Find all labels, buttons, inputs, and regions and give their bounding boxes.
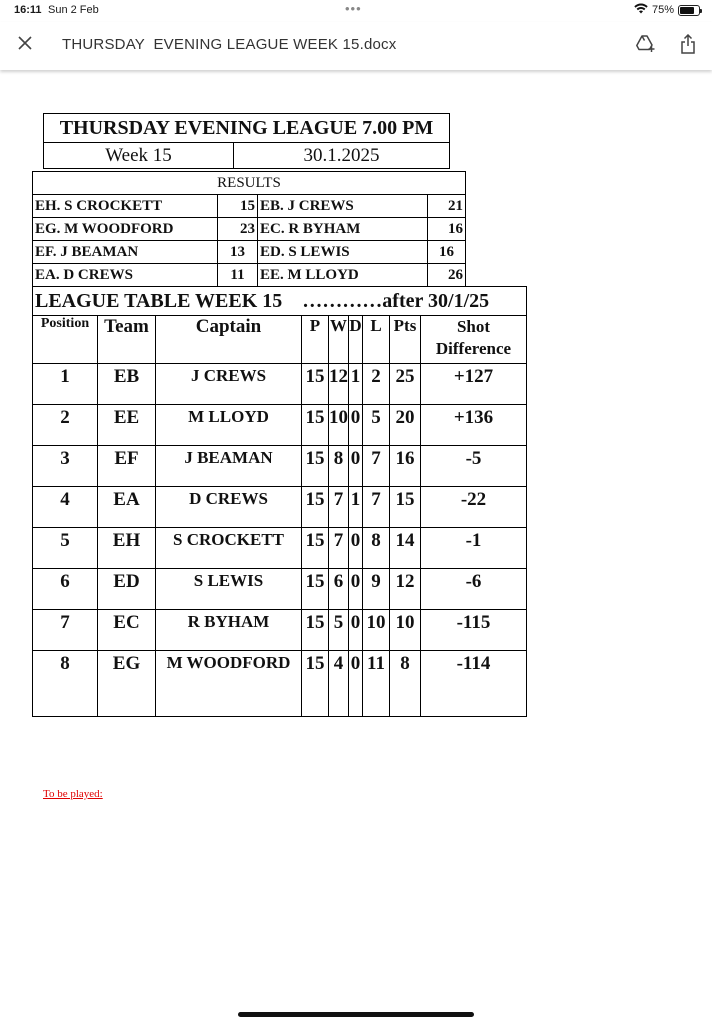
row-drawn: 1: [349, 364, 363, 405]
table-row: [33, 528, 527, 569]
status-time: 16:11: [14, 4, 42, 16]
row-played: 15: [302, 487, 329, 528]
row-lost: 8: [363, 528, 390, 569]
table-row: [33, 364, 527, 405]
row-points: 20: [390, 405, 421, 446]
row-played: 15: [302, 651, 329, 717]
col-shot-difference: Shot Difference: [421, 316, 527, 364]
table-row: [33, 487, 527, 528]
row-team: ED: [98, 569, 156, 610]
row-position: 7: [33, 610, 98, 651]
row-drawn: 0: [349, 651, 363, 717]
col-p: P: [302, 316, 329, 364]
row-played: 15: [302, 405, 329, 446]
row-won: 12: [329, 364, 349, 405]
row-position: 2: [33, 405, 98, 446]
row-captain: M WOODFORD: [156, 651, 302, 717]
home-score: 11: [218, 264, 258, 287]
home-score: 23: [218, 218, 258, 241]
row-played: 15: [302, 364, 329, 405]
result-row: [33, 264, 466, 287]
row-played: 15: [302, 569, 329, 610]
row-points: 15: [390, 487, 421, 528]
row-captain: S LEWIS: [156, 569, 302, 610]
row-shot-difference: -6: [421, 569, 527, 610]
league-table-title: LEAGUE TABLE WEEK 15 …………after 30/1/25: [33, 287, 527, 316]
home-score: 13: [218, 241, 258, 264]
home-score: 15: [218, 195, 258, 218]
col-pts: Pts: [390, 316, 421, 364]
row-drawn: 1: [349, 487, 363, 528]
row-lost: 10: [363, 610, 390, 651]
away-team: EB. J CREWS: [258, 195, 428, 218]
row-position: 5: [33, 528, 98, 569]
wifi-icon: [634, 3, 648, 17]
row-drawn: 0: [349, 569, 363, 610]
row-shot-difference: +136: [421, 405, 527, 446]
col-d: D: [349, 316, 363, 364]
status-right: [634, 3, 700, 17]
home-team: EA. D CREWS: [33, 264, 218, 287]
results-label: RESULTS: [33, 172, 466, 195]
col-captain: Captain: [156, 316, 302, 364]
row-team: EC: [98, 610, 156, 651]
league-table-body: [33, 364, 527, 717]
row-team: EE: [98, 405, 156, 446]
row-drawn: 0: [349, 528, 363, 569]
row-points: 25: [390, 364, 421, 405]
row-lost: 5: [363, 405, 390, 446]
away-team: EE. M LLOYD: [258, 264, 428, 287]
close-button[interactable]: [14, 34, 36, 56]
table-row: [33, 446, 527, 487]
league-table: [32, 286, 527, 717]
row-won: 5: [329, 610, 349, 651]
table-row: [33, 610, 527, 651]
away-score: 16: [428, 241, 466, 264]
row-won: 7: [329, 528, 349, 569]
table-row: [33, 569, 527, 610]
row-points: 10: [390, 610, 421, 651]
col-w: W: [329, 316, 349, 364]
away-score: 21: [428, 195, 466, 218]
col-l: L: [363, 316, 390, 364]
row-lost: 9: [363, 569, 390, 610]
match-date: 30.1.2025: [234, 143, 450, 169]
multitasking-dots-icon[interactable]: •••: [345, 1, 362, 16]
share-icon: [680, 34, 696, 59]
to-be-played-link[interactable]: To be played:: [43, 788, 103, 800]
row-team: EH: [98, 528, 156, 569]
league-table-header: [33, 316, 527, 364]
row-team: EB: [98, 364, 156, 405]
row-points: 8: [390, 651, 421, 717]
row-lost: 2: [363, 364, 390, 405]
row-drawn: 0: [349, 610, 363, 651]
status-date: Sun 2 Feb: [48, 4, 99, 16]
away-team: ED. S LEWIS: [258, 241, 428, 264]
row-captain: J CREWS: [156, 364, 302, 405]
title-table: [43, 113, 450, 169]
league-title: THURSDAY EVENING LEAGUE 7.00 PM: [44, 114, 450, 143]
week-label: Week 15: [44, 143, 234, 169]
row-position: 1: [33, 364, 98, 405]
home-indicator[interactable]: [238, 1012, 474, 1017]
row-lost: 7: [363, 487, 390, 528]
row-shot-difference: -114: [421, 651, 527, 717]
row-shot-difference: -5: [421, 446, 527, 487]
row-drawn: 0: [349, 405, 363, 446]
row-lost: 11: [363, 651, 390, 717]
row-position: 6: [33, 569, 98, 610]
row-team: EF: [98, 446, 156, 487]
battery-percent: 75%: [651, 4, 674, 16]
home-team: EF. J BEAMAN: [33, 241, 218, 264]
row-points: 14: [390, 528, 421, 569]
row-position: 8: [33, 651, 98, 717]
result-row: [33, 241, 466, 264]
row-points: 12: [390, 569, 421, 610]
table-row: [33, 405, 527, 446]
row-team: EA: [98, 487, 156, 528]
row-captain: D CREWS: [156, 487, 302, 528]
away-team: EC. R BYHAM: [258, 218, 428, 241]
table-row: [33, 651, 527, 717]
document-page: [0, 70, 712, 1010]
status-bar: [0, 0, 712, 22]
row-shot-difference: +127: [421, 364, 527, 405]
home-team: EH. S CROCKETT: [33, 195, 218, 218]
row-won: 8: [329, 446, 349, 487]
away-score: 16: [428, 218, 466, 241]
result-row: [33, 195, 466, 218]
row-shot-difference: -22: [421, 487, 527, 528]
row-captain: R BYHAM: [156, 610, 302, 651]
row-captain: S CROCKETT: [156, 528, 302, 569]
col-position: Position: [33, 316, 98, 364]
row-shot-difference: -115: [421, 610, 527, 651]
row-lost: 7: [363, 446, 390, 487]
row-won: 4: [329, 651, 349, 717]
app-header: [0, 22, 712, 70]
row-points: 16: [390, 446, 421, 487]
share-button[interactable]: [676, 34, 700, 58]
row-played: 15: [302, 610, 329, 651]
row-shot-difference: -1: [421, 528, 527, 569]
row-played: 15: [302, 446, 329, 487]
close-icon: [18, 36, 32, 55]
row-won: 7: [329, 487, 349, 528]
add-to-drive-button[interactable]: [634, 34, 658, 58]
result-row: [33, 218, 466, 241]
battery-icon: [678, 5, 700, 16]
battery-fill: [680, 7, 694, 14]
results-table: [32, 171, 466, 287]
row-played: 15: [302, 528, 329, 569]
row-won: 10: [329, 405, 349, 446]
away-score: 26: [428, 264, 466, 287]
row-captain: M LLOYD: [156, 405, 302, 446]
row-team: EG: [98, 651, 156, 717]
home-team: EG. M WOODFORD: [33, 218, 218, 241]
row-won: 6: [329, 569, 349, 610]
battery-tip: [700, 9, 702, 13]
row-captain: J BEAMAN: [156, 446, 302, 487]
add-to-drive-icon: [636, 35, 656, 58]
row-position: 4: [33, 487, 98, 528]
col-team: Team: [98, 316, 156, 364]
document-title: THURSDAY EVENING LEAGUE WEEK 15.docx: [62, 36, 397, 53]
row-position: 3: [33, 446, 98, 487]
row-drawn: 0: [349, 446, 363, 487]
